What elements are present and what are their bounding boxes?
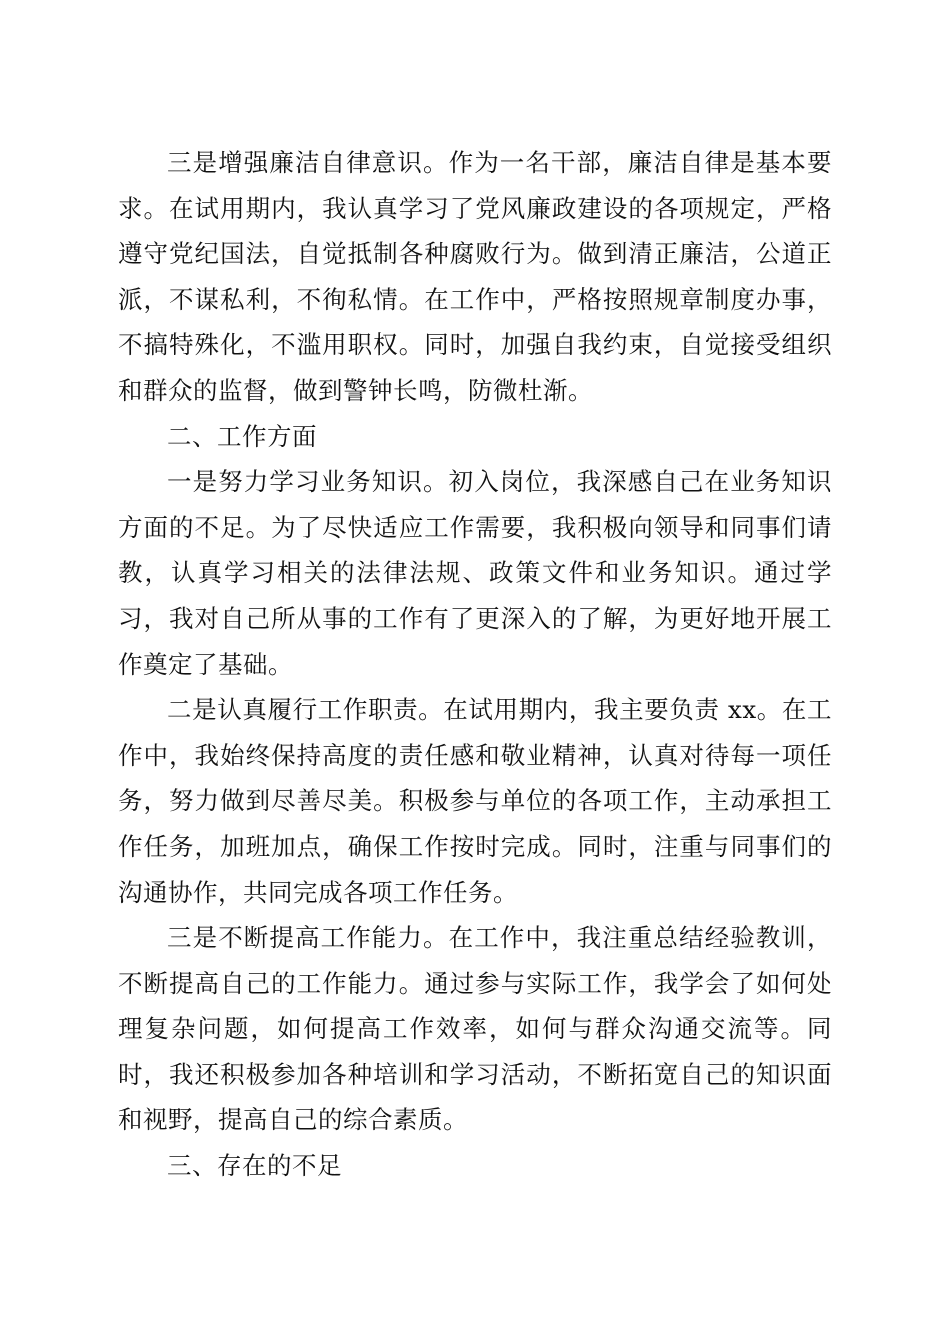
paragraph-ability: 三是不断提高工作能力。在工作中，我注重总结经验教训，不断提高自己的工作能力。通过参与实际工作，我学会了如何处理复杂问题，如何提高工作效率，如何与群众沟通交流等。同时，我还积极参加各种培训和学习活动，不断拓宽自己的知识面和视野，提高自己的综合素质。: [118, 923, 832, 1135]
paragraph-duties: 二是认真履行工作职责。在试用期内，我主要负责 xx。在工作中，我始终保持高度的责任感和敬业精神，认真对待每一项任务，努力做到尽善尽美。积极参与单位的各项工作，主动承担工作任务，加班加点，确保工作按时完成。同时，注重与同事们的沟通协作，共同完成各项工作任务。: [118, 695, 832, 907]
paragraph-study: 一是努力学习业务知识。初入岗位，我深感自己在业务知识方面的不足。为了尽快适应工作需要，我积极向领导和同事们请教，认真学习相关的法律法规、政策文件和业务知识。通过学习，我对自己所从事的工作有了更深入的了解，为更好地开展工作奠定了基础。: [118, 467, 832, 679]
section-heading-shortcomings: 三、存在的不足: [167, 1151, 342, 1181]
document-body: [118, 140, 832, 1189]
paragraph-integrity: 三是增强廉洁自律意识。作为一名干部，廉洁自律是基本要求。在试用期内，我认真学习了党风廉政建设的各项规定，严格遵守党纪国法，自觉抵制各种腐败行为。做到清正廉洁，公道正派，不谋私利，不徇私情。在工作中，严格按照规章制度办事，不搞特殊化，不滥用职权。同时，加强自我约束，自觉接受组织和群众的监督，做到警钟长鸣，防微杜渐。: [118, 148, 832, 405]
section-heading-work: 二、工作方面: [167, 421, 317, 451]
